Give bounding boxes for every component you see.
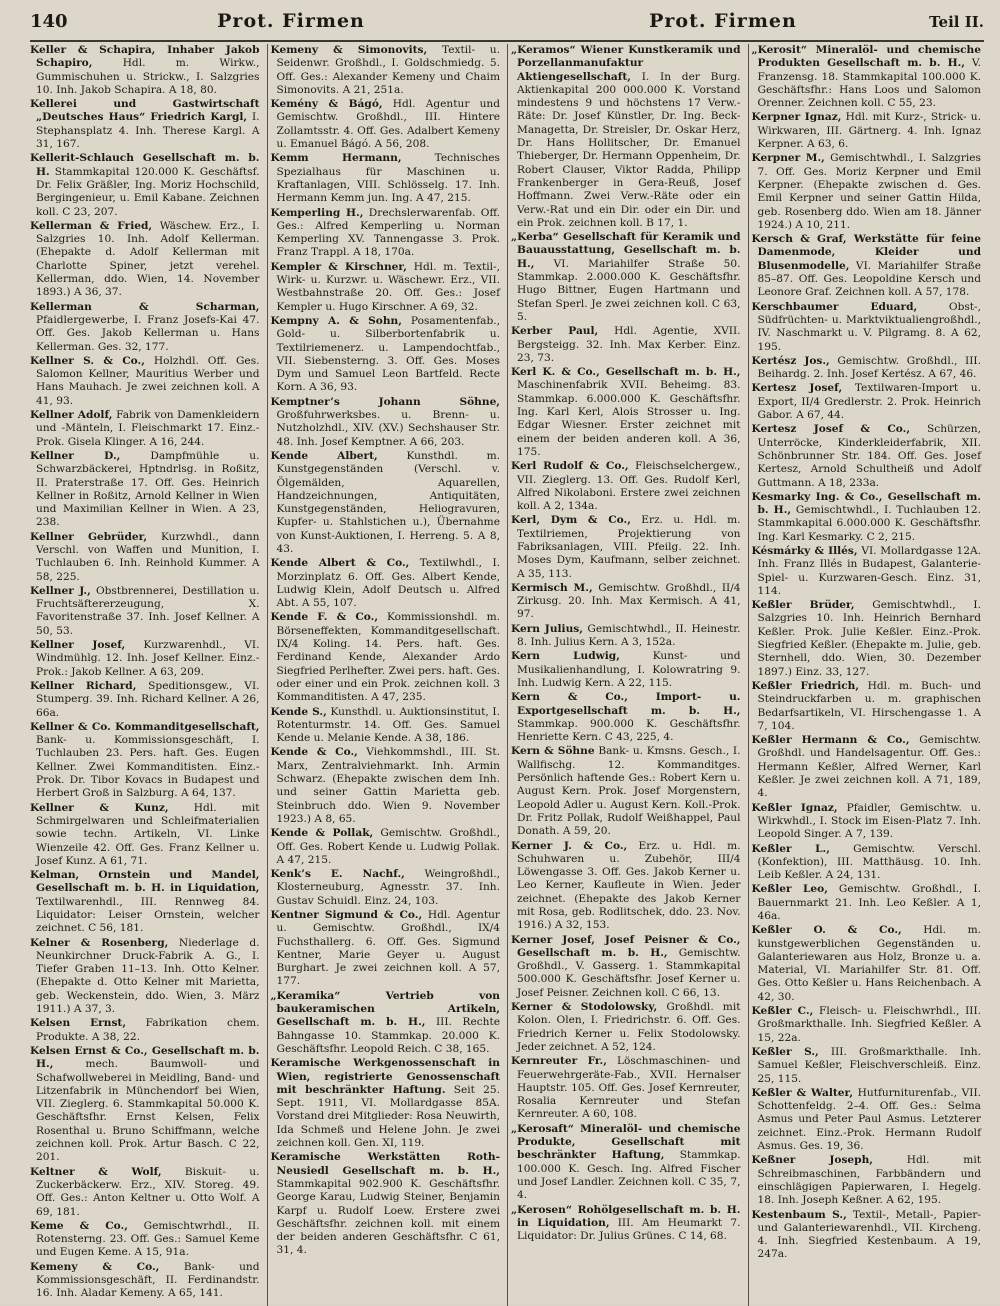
directory-entry — [752, 355, 982, 382]
firm-details: I. Stephansplatz 4. Inh. Therese Kargl. A 31, 167. — [36, 111, 260, 151]
directory-entry — [752, 1087, 982, 1153]
directory-entry — [271, 315, 501, 395]
firm-name: Kertesz Josef, — [751, 382, 843, 395]
firm-details: Textilwhdl., I. Morzinplatz 6. Off. Ges. Albert Kende, Ludwig Klein, Adolf Deutsch u. Alfred Abt. A 55, 107. — [276, 557, 500, 610]
firm-name: Kern Ludwig, — [511, 650, 620, 663]
firm-name: Kende & Pollak, — [270, 827, 374, 840]
directory-entry — [30, 639, 260, 679]
firm-details: Bank- u. Kmsns. Gesch., I. Wallfischg. 12. Kommanditges. Persönlich haftende Ges.: Robert Kern u. August Kern. Prok. Josef Morgenstern, Leopold Adler u. August Kern. Koll.-Prok. Dr. Fritz Pollak, Rudolf Weißhappel, Paul Donath. A 59, 20. — [517, 745, 741, 838]
directory-entry — [511, 231, 741, 324]
firm-details: Hdl. Agentie, XVII. Bergsteigg. 32. Inh. Max Kerber. Einz. 23, 73. — [517, 325, 741, 364]
directory-entry — [511, 44, 741, 230]
column-4 — [748, 44, 985, 1306]
firm-details: Fabrik von Damenkleidern und -Mänteln, I. Fleischmarkt 17. Einz.-Prok. Gisela Klinger. A 16, 244. — [36, 409, 260, 448]
firm-name: Kerner & Stodolowsky, — [511, 1001, 658, 1014]
directory-entry — [752, 1154, 982, 1207]
firm-details: Pfaidlergewerbe, I. Franz Josefs-Kai 47. Off. Ges. Jakob Kellerman u. Hans Kellerman. Ges. 32, 177. — [36, 313, 260, 353]
firm-name: Kelman, Ornstein und Mandel, Gesellschaft m. b. H. in Liquidation, — [30, 869, 260, 895]
firm-name: Keme & Co., — [30, 1219, 128, 1232]
directory-entry — [271, 1151, 501, 1257]
firm-details: Obst-, Südfrüchten- u. Marktviktualiengroßhdl., IV. Naschmarkt u. V. Pilgramg. 8. A 62, 195. — [757, 300, 981, 353]
firm-details: Großhdl. mit Kolon. Olen, I. Friedrichstr. 6. Off. Ges. Friedrich Kerner u. Felix Stodolowsky. Jeder zeichnet. A 52, 124. — [517, 1001, 741, 1053]
column-1 — [30, 44, 263, 1306]
firm-name: Keßler S., — [751, 1045, 819, 1058]
page-header — [30, 10, 984, 42]
firm-details: Wäschew. Erz., I. Salzgries 10. Inh. Adolf Kellerman. (Ehepakte d. Adolf Kellerman mit Charlotte Spiner, jetzt verehel. Kellerman, ddo. Wien, 14. November 1893.) A 36, 37. — [36, 219, 260, 299]
firm-name: Keßler Leo, — [751, 883, 828, 896]
firm-name: Keßler Ignaz, — [751, 801, 838, 814]
firm-details: Biskuit- u. Zuckerbäckerw. Erz., XIV. Storeg. 49. Off. Ges.: Anton Keltner u. Otto Wolf. A 69, 181. — [36, 1165, 260, 1218]
directory-entry — [30, 450, 260, 530]
firm-details: VI. Mollardgasse 12A. Inh. Franz Illés in Budapest, Galanterie-Spiel- u. Kurzwaren-Gesch. Einz. 31, 114. — [757, 544, 981, 597]
firm-details: Hdl. Agentur u. Gemischtw. Großhdl., IX/4 Fuchsthallerg. 6. Off. Ges. Sigmund Kentner, Marie Geyer u. August Burghart. Je zwei zeichnen koll. A 57, 177. — [276, 909, 500, 988]
directory-entry — [511, 1055, 741, 1121]
directory-entry — [30, 680, 260, 720]
firm-name: Kemm Hermann, — [270, 152, 402, 165]
firm-details: Weingroßhdl., Klosterneuburg, Agnesstr. 37. Inh. Gustav Schuidl. Einz. 24, 103. — [276, 868, 500, 907]
firm-details: Textil-, Metall-, Papier- und Galanteriewarenhdl., VII. Kircheng. 4. Inh. Siegfried Kestenbaum. A 19, 247a. — [757, 1208, 981, 1261]
firm-name: Kerpner M., — [751, 152, 825, 165]
directory-entry — [271, 746, 501, 826]
directory-entry — [30, 98, 260, 151]
directory-entry — [752, 423, 982, 489]
directory-entry — [511, 514, 741, 580]
firm-details: Erz. u. Hdl. m. Textilriemen, Projektierung von Fabriksanlagen, VIII. Pfeilg. 22. Inh. Moses Dym, Kaufmann, selber zeichnet. A 35, 113. — [517, 514, 741, 580]
running-title-left: Prot. Firmen — [217, 10, 365, 32]
firm-details: Textil- u. Seidenwr. Großhdl., I. Goldschmiedg. 5. Off. Ges.: Alexander Kemeny und Chaim Simonovits. A 21, 251a. — [276, 44, 500, 96]
firm-name: Kempny A. & Sohn, — [270, 314, 402, 327]
firm-name: Kern Julius, — [511, 622, 583, 635]
firm-details: Stammkapital 120.000 K. Geschäftsf. Dr. Felix Gräßler, Ing. Moriz Hochschild, Bergingenieur, u. Emil Kabane. Zeichnen koll. C 23, 207. — [36, 165, 260, 218]
directory-entry — [30, 301, 260, 354]
firm-name: Kerner J. & Co., — [511, 839, 628, 852]
firm-name: Kentner Sigmund & Co., — [270, 909, 423, 921]
firm-details: VI. Mariahilfer Straße 50. Stammkap. 2.000.000 K. Geschäftsfhr. Hugo Bittner, Eugen Hartmann und Stefan Sperl. Je zwei zeichnen koll. C 63, 5. — [517, 257, 741, 323]
firm-details: Gemischtw. Großhdl., III. Beihardg. 2. Inh. Josef Kertész. A 67, 46. — [757, 354, 981, 381]
firm-name: Kernreuter Fr., — [511, 1055, 607, 1068]
directory-entry — [511, 691, 741, 744]
firm-name: Kermisch M., — [511, 581, 593, 594]
firm-name: Kelner & Rosenberg, — [30, 936, 169, 949]
firm-details: Schürzen, Unterröcke, Kinderkleiderfabrik, XII. Schönbrunner Str. 184. Off. Ges. Josef Kertesz, Arnold Schultheiß und Adolf Guttmann. A 18, 233a. — [757, 423, 981, 489]
firm-name: Kerschbaumer Eduard, — [751, 300, 918, 313]
firm-name: Kellerei und Gastwirtschaft „Deutsches Haus“ Friedrich Kargl, — [30, 98, 260, 124]
firm-name: Kerl, Dym & Co., — [511, 514, 631, 527]
firm-details: Erz. u. Hdl. m. Schuhwaren u. Zubehör, III/4 Löwengasse 3. Off. Ges. Jakob Kerner u. Leo Kerner, Kaufleute in Wien. Jeder zeichnet. (Ehepakte des Jakob Kerner mit Rosa, geb. Rodlitschek, ddo. 23. Nov. 1916.) A 32, 153. — [517, 839, 741, 932]
firm-name: Kerner Josef, Josef Peisner & Co., Gesellschaft m. b. H., — [511, 933, 741, 959]
firm-details: Fabrikation chem. Produkte. A 38, 22. — [36, 1017, 260, 1043]
firm-details: mech. Baumwoll- und Schafwollweberei in Meidling, Band- und Litzenfabrik in Münchendorf bei Wien, VII. Zieglerg. 6. Stammkapital 50.000 K. Geschäftsfhr. Ernst Kelsen, Felix Rosenthal u. Bruno Schiffmann, welche zeichnen koll. Prok. Artur Basch. C 22, 201. — [36, 1058, 260, 1164]
firm-details: Dampfmühle u. Schwarzbäckerei, Hptndrlsg. in Roßitz, II. Praterstraße 17. Off. Ges. Heinrich Kellner in Roßitz, Arnold Kellner in Wien und Maximilian Kellner in Wien. A 23, 238. — [36, 449, 260, 529]
firm-details: Kurzwhdl., dann Verschl. von Waffen und Munition, I. Tuchlauben 6. Inh. Reinhold Kummer. A 58, 225. — [36, 530, 260, 583]
directory-entry — [752, 491, 982, 544]
firm-name: Keller & Schapira, Inhaber Jakob Schapiro, — [30, 44, 260, 70]
firm-details: Bank- u. Kommissionsgeschäft, I. Tuchlauben 23. Pers. haft. Ges. Eugen Kellner. Zwei Kommanditisten. Einz.-Prok. Dr. Tibor Kovacs in Budapest und Herbert Groß in Salzburg. A 64, 137. — [36, 734, 260, 800]
firm-name: Kerl Rudolf & Co., — [511, 460, 629, 473]
directory-entry — [271, 261, 501, 314]
directory-entry — [30, 721, 260, 801]
firm-details: Löschmaschinen- und Feuerwehrgeräte-Fab., XVII. Hernalser Hauptstr. 105. Off. Ges. Josef Kernreuter, Rosalia Kernreuter und Stefan Kernreuter. A 60, 108. — [517, 1055, 741, 1121]
firm-name: Keßler & Walter, — [751, 1086, 854, 1099]
firm-details: III. Großmarkthalle. Inh. Samuel Keßler, Fleischverschleiß. Einz. 25, 115. — [757, 1045, 981, 1085]
firm-details: Obstbrennerei, Destillation u. Fruchtsäftererzeugung, X. Favoritenstraße 37. Inh. Josef Kellner. A 50, 53. — [36, 584, 260, 637]
firm-details: Hdl. m. Wirkw., Gummischuhen u. Strickw., I. Salzgries 10. Inh. Jakob Schapira. A 18, 80. — [36, 57, 260, 96]
firm-name: Kersch & Graf, Werkstätte für feine Damenmode, Kleider und Blusenmodelle, — [751, 233, 981, 272]
firm-details: Gemischtw. Großhdl. und Handelsagentur. Off. Ges.: Hermann Keßler, Alfred Werner, Karl Keßler. Je zwei zeichnen koll. A 71, 189, 4. — [757, 734, 982, 800]
firm-name: Kempler & Kirschner, — [270, 260, 407, 273]
firm-name: Keltner & Wolf, — [30, 1165, 162, 1178]
firm-name: Kellerman & Fried, — [30, 219, 153, 232]
firm-details: Kunsthdl. m. Kunstgegenständen (Verschl. v. Ölgemälden, Aquarellen, Handzeichnungen, Antiquitäten, Kunstgegenständen, Heliogravuren, Kupfer- u. Stahlstichen u.), Übernahme von Kunst-Auktionen, I. Herreng. 5. A 8, 43. — [276, 449, 500, 555]
firm-details: Posamentenfab., Gold- u. Silberbortenfabrik u. Textilriemenerz. u. Lampendochtfab., VII. Siebensterng. 3. Off. Ges. Moses Dym und Samuel Leon Bartfeld. Recte Korn. A 36, 93. — [276, 314, 500, 394]
firm-name: Keßler C., — [751, 1005, 814, 1018]
firm-details: III. Am Heumarkt 7. Liquidator: Dr. Julius Grünes. C 14, 68. — [517, 1216, 741, 1243]
firm-name: Kellerit-Schlauch Gesellschaft m. b. H. — [30, 152, 260, 178]
firm-details: Gemischtwhdl., II. Heinestr. 8. Inh. Julius Kern. A 3, 152a. — [517, 622, 741, 649]
directory-entry — [271, 990, 501, 1056]
directory-entry — [752, 843, 982, 883]
firm-name: Kerber Paul, — [511, 325, 599, 338]
directory-entry — [752, 111, 982, 151]
directory-entry — [271, 909, 501, 989]
directory-entry — [511, 460, 741, 513]
directory-entry — [30, 409, 260, 449]
firm-name: Kende S., — [270, 705, 327, 718]
firm-details: Bank- und Kommissionsgeschäft, II. Ferdinandstr. 16. Inh. Aladar Kemeny. A 65, 141. — [36, 1260, 260, 1300]
directory-entry — [752, 883, 982, 923]
firm-details: Niederlage d. Neunkirchner Druck-Fabrik A. G., I. Tiefer Graben 11–13. Inh. Otto Kelner. (Ehepakte d. Otto Kelner mit Marietta, geb. Weckenstein, ddo. Wien, 3. März 1911.) A 37, 3. — [36, 936, 260, 1016]
firm-name: „Kerosaft“ Mineralöl- und chemische Produkte, Gesellschaft mit beschränkter Haftung, — [511, 1122, 741, 1162]
directory-entry — [752, 44, 982, 110]
directory-entry — [511, 934, 741, 1000]
firm-details: Hutfurniturenfab., VII. Schottenfeldg. 2–4. Off. Ges.: Selma Asmus und Peter Paul Asmus. Letzterer zeichnet. Einz.-Prok. Hermann Rudolf Asmus. Ges. 19, 36. — [757, 1086, 981, 1153]
firm-details: Stammkap. 100.000 K. Gesch. Ing. Alfred Fischer und Josef Landler. Zeichnen koll. C 35, 7, 4. — [517, 1149, 741, 1202]
directory-entry — [511, 623, 741, 650]
firm-name: Keßler Brüder, — [751, 599, 855, 612]
firm-details: Kommissionshdl. m. Börseneffekten, Kommanditgesellschaft. IX/4 Koling. 14. Pers. haft. Ges. Ferdinand Kende, Alexander Ardo Siegfried Perlhefter. Zwei pers. haft. Ges. oder einer und ein Prok. zeichnen koll. 3 Kommanditisten. A 47, 235. — [276, 611, 500, 704]
directory-entry — [271, 450, 501, 556]
firm-name: „Keramos“ Wiener Kunstkeramik und Porzellanmanufaktur Aktiengesellschaft, — [511, 44, 741, 83]
directory-entry — [752, 1046, 982, 1086]
firm-name: Kellner Adolf, — [30, 409, 113, 422]
firm-details: Drechslerwarenfab. Off. Ges.: Alfred Kemperling u. Norman Kemperling XV. Tannengasse 3. Prok. Franz Trappl. A 18, 170a. — [276, 206, 500, 259]
firm-details: Gemischtw. Großhdl., I. Bauernmarkt 21. Inh. Leo Keßler. A 1, 46a. — [757, 883, 981, 922]
firm-details: Hdl. mit Kurz-, Strick- u. Wirkwaren, III. Gärtnerg. 4. Inh. Ignaz Kerpner. A 63, 6. — [757, 111, 981, 151]
firm-name: Kellerman & Scharman, — [30, 300, 260, 313]
firm-details: Kurzwarenhdl., VI. Windmühlg. 12. Inh. Josef Kellner. Einz.-Prok.: Jakob Kellner. A 63, 209. — [36, 639, 260, 678]
directory-entry — [30, 152, 260, 218]
directory-entry — [511, 1001, 741, 1054]
firm-name: Kellner & Co. Kommanditgesellschaft, — [30, 720, 260, 733]
directory-entry — [752, 680, 982, 733]
running-title-right: Prot. Firmen — [649, 10, 797, 32]
firm-details: Gemischtw. Verschl. (Konfektion), III. Matthäusg. 10. Inh. Leib Keßler. A 24, 131. — [757, 842, 982, 882]
directory-entry — [752, 924, 982, 1004]
directory-entry — [271, 827, 501, 867]
directory-entry — [30, 585, 260, 638]
column-2 — [267, 44, 504, 1306]
firm-details: Pfaidler, Gemischtw. u. Wirkwhdl., I. Stock im Eisen-Platz 7. Inh. Leopold Singer. A 7, 139. — [757, 801, 981, 841]
directory-entry — [752, 152, 982, 232]
directory-entry — [30, 44, 260, 97]
firm-details: Kunst- und Musikalienhandlung, I. Kolowratring 9. Inh. Ludwig Kern. A 22, 115. — [517, 650, 741, 689]
firm-name: Keßner Joseph, — [751, 1154, 873, 1167]
firm-details: Kunsthdl. u. Auktionsinstitut, I. Rotenturmstr. 14. Off. Ges. Samuel Kende u. Melanie Kende. A 38, 186. — [276, 705, 500, 745]
firm-details: Hdl. Agentur und Gemischtw. Großhdl., III. Hintere Zollamtsstr. 4. Off. Ges. Adalbert Kemeny u. Emanuel Bágó. A 56, 208. — [276, 98, 500, 151]
directory-entry — [752, 734, 982, 800]
firm-name: Késmárky & Illés, — [751, 544, 858, 557]
directory-entry — [511, 1204, 741, 1244]
firm-name: Kelsen Ernst, — [30, 1017, 127, 1030]
firm-name: Kende Albert, — [270, 449, 378, 462]
firm-name: Kemptner’s Johann Söhne, — [270, 395, 500, 408]
firm-name: Kelsen Ernst & Co., Gesellschaft m. b. H., — [30, 1044, 260, 1071]
firm-name: Kern & Söhne — [511, 745, 595, 758]
directory-entry — [271, 152, 501, 205]
directory-entry — [511, 366, 741, 459]
directory-entry — [511, 582, 741, 622]
firm-name: Keßler Friedrich, — [751, 679, 860, 692]
directory-entry — [30, 1017, 260, 1044]
firm-name: Kerpner Ignaz, — [751, 111, 842, 124]
directory-entry — [30, 355, 260, 408]
firm-name: Kerl K. & Co., Gesellschaft m. b. H., — [511, 366, 741, 379]
firm-details: Hdl. m. kunstgewerblichen Gegenständen u. Galanteriewaren aus Holz, Bronze u. a. Material, VI. Mariahilfer Str. 81. Off. Ges. Otto Keßler u. Hans Reichenbach. A 42, 30. — [757, 924, 981, 1003]
directory-entry — [271, 396, 501, 449]
firm-details: Hdl. m. Textil-, Wirk- u. Kurzwr. u. Wäschewr. Erz., VII. Westbahnstraße 20. Off. Ges.: Josef Kempler u. Hugo Kirschner. A 69, 32. — [276, 260, 501, 313]
firm-name: „Kerosen“ Rohölgesellschaft m. b. H. in Liquidation, — [511, 1203, 741, 1229]
firm-details: Speditionsgew., VI. Stumperg. 39. Inh. Richard Kellner. A 26, 66a. — [36, 679, 260, 719]
directory-entry — [30, 220, 260, 300]
firm-name: Kern & Co., Import- u. Exportgesellschaft m. b. H., — [511, 691, 741, 717]
part-label: Teil II. — [929, 13, 984, 31]
firm-name: Kemény & Bágó, — [270, 98, 383, 111]
columns — [30, 44, 984, 1306]
firm-name: „Kerba“ Gesellschaft für Keramik und Bauausstattung, Gesellschaft m. b. H., — [511, 231, 741, 270]
firm-details: Fleischselchergew., VII. Zieglerg. 13. Off. Ges. Rudolf Kerl, Alfred Nikolaboni. Erstere zwei zeichnen koll. A 2, 134a. — [517, 460, 741, 513]
directory-entry — [752, 233, 982, 299]
directory-entry — [271, 1057, 501, 1150]
firm-name: Kemperling H., — [270, 206, 364, 219]
firm-name: Kestenbaum S., — [751, 1208, 847, 1221]
firm-details: Großfuhrwerksbes. u. Brenn- u. Nutzholzhdl., XIV. (XV.) Sechshauser Str. 48. Inh. Josef Kemptner. A 66, 203. — [276, 409, 500, 448]
firm-details: I. In der Burg. Aktienkapital 200 000.000 K. Vorstand mindestens 9 und höchstens 17 Verw.-Räte: Dr. Josef Künstler, Dr. Ing. Beck-Managetta, Dr. Streisler, Dr. Oskar Herz, Dr. Hans Hollitscher, Dr. Emanuel Thieberger, Dr. Hermann Oppenheim, Dr. Robert Clauser, Viktor Radda, Philipp Frankenberger in Gera-Reuß, Josef Hoffmann. Zwei Verw.-Räte oder ein Verw.-Rat und ein Dir. oder ein Dir. und ein Prok. zeichnen koll. B 17, 1. — [517, 70, 741, 229]
firm-name: Kemeny & Simonovits, — [270, 44, 428, 56]
column-3 — [507, 44, 744, 1306]
firm-name: Keramische Werkgenossenschaft in Wien, registrierte Genossenschaft mit beschränkter Haftung. — [270, 1057, 500, 1096]
directory-entry — [30, 1045, 260, 1165]
firm-details: Stammkap. 900.000 K. Geschäftsfhr. Henriette Kern. C 43, 225, 4. — [517, 717, 741, 744]
directory-entry — [752, 1005, 982, 1045]
directory-entry — [511, 745, 741, 838]
directory-entry — [752, 599, 982, 679]
directory-entry — [511, 650, 741, 690]
directory-entry — [30, 869, 260, 935]
directory-entry — [511, 1123, 741, 1203]
firm-details: Fleisch- u. Fleischwrhdl., III. Großmarkthalle. Inh. Siegfried Keßler. A 15, 22a. — [757, 1005, 981, 1044]
firm-details: Gemischtw. Großhdl., Off. Ges. Robert Kende u. Ludwig Pollak. A 47, 215. — [276, 827, 500, 866]
firm-name: Keßler L., — [751, 842, 830, 855]
firm-name: Kende F. & Co., — [270, 611, 379, 624]
firm-name: Kesmarky Ing. & Co., Gesellschaft m. b. H., — [751, 490, 981, 517]
firm-details: Holzhdl. Off. Ges. Salomon Kellner, Mauritius Werber und Hans Mauhach. Je zwei zeichnen koll. A 41, 93. — [36, 354, 260, 407]
directory-entry — [271, 557, 501, 610]
firm-details: Gemischtw. Großhdl., V. Gasserg. 1. Stammkapital 500.000 K. Geschäftsfhr. Josef Kerner u. Josef Peisner. Zeichnen koll. C 66, 13. — [517, 946, 741, 999]
directory-entry — [752, 545, 982, 598]
firm-name: Kemeny & Co., — [30, 1260, 160, 1273]
firm-name: Kertész Jos., — [751, 354, 830, 367]
firm-details: Viehkommshdl., III. St. Marx, Zentralviehmarkt. Inh. Armin Schwarz. (Ehepakte zwischen dem Inh. und seiner Gattin Marietta geb. Steinbruch ddo. Wien 9. November 1923.) A 8, 65. — [276, 746, 500, 825]
firm-details: Gemischtwrhdl., II. Rotensterng. 23. Off. Ges.: Samuel Keme und Eugen Keme. A 15, 91a. — [36, 1219, 260, 1259]
firm-name: „Kerosit“ Mineralöl- und chemische Produkten Gesellschaft m. b. H., — [751, 44, 981, 70]
firm-details: Hdl. m. Buch- und Steindruckfarben u. m. graphischen Bedarfsartikeln, VI. Hirschengasse 1. A 7, 104. — [757, 679, 981, 732]
firm-details: Hdl. mit Schreibmaschinen, Farbbändern und einschlägigen Papierwaren, I. Hegelg. 18. Inh. Joseph Keßner. A 62, 195. — [757, 1154, 981, 1207]
firm-details: Gemischtwhdl., I. Salzgries 7. Off. Ges. Moriz Kerpner und Emil Kerpner. (Ehepakte zwischen d. Ges. Emil Kerpner und seiner Gattin Hilda, geb. Rosenberg ddo. Wien am 18. Jänner 1924.) A 10, 211. — [757, 152, 981, 231]
firm-details: Gemischtw. Großhdl., II/4 Zirkusg. 20. Inh. Max Kermisch. A 41, 97. — [517, 581, 741, 621]
firm-details: Textilwaren-Import u. Export, II/4 Gredlerstr. 2. Prok. Heinrich Gabor. A 67, 44. — [757, 382, 981, 422]
firm-details: VI. Mariahilfer Straße 85–87. Off. Ges. Leopoldine Kersch und Leonore Graf. Zeichnen koll. A 57, 178. — [757, 259, 981, 299]
firm-name: „Keramika“ Vertrieb von baukeramischen Artikeln, Gesellschaft m. b. H., — [270, 989, 500, 1029]
directory-entry — [752, 802, 982, 842]
directory-entry — [30, 937, 260, 1017]
firm-details: Stammkapital 902.900 K. Geschäftsfhr. George Karau, Ludwig Steiner, Benjamin Karpf u. Rudolf Loew. Erstere zwei Geschäftsfhr. zeichnen koll. mit einem der beiden anderen Geschäftsfhr. C 61, 31, 4. — [276, 1177, 500, 1257]
firm-name: Kellner & Kunz, — [30, 801, 169, 814]
directory-entry — [271, 207, 501, 260]
firm-name: Kellner Gebrüder, — [30, 530, 148, 543]
firm-name: Kellner J., — [30, 584, 91, 597]
firm-name: Kellner D., — [30, 449, 121, 462]
firm-details: V. Franzensg. 18. Stammkapital 100.000 K. Geschäftsfhr.: Hans Loos und Salomon Orenner. Zeichnen koll. C 55, 23. — [757, 57, 981, 110]
page-number: 140 — [30, 11, 68, 32]
directory-entry — [30, 802, 260, 868]
directory-entry — [752, 1209, 982, 1262]
firm-name: Kertesz Josef & Co., — [751, 423, 911, 436]
directory-entry — [30, 531, 260, 584]
directory-entry — [511, 325, 741, 365]
directory-entry — [752, 382, 982, 422]
firm-details: Hdl. mit Schmirgelwaren und Schleifmaterialien sowie techn. Artikeln, VI. Linke Wienzeile 42. Off. Ges. Franz Kellner u. Josef Kunz. A 61, 71. — [36, 801, 260, 867]
firm-name: Keßler O. & Co., — [751, 924, 902, 937]
directory-entry — [271, 44, 501, 97]
firm-name: Keßler Hermann & Co., — [751, 734, 910, 747]
firm-name: Keramische Werkstätten Roth-Neusiedl Gesellschaft m. b. H., — [270, 1151, 500, 1177]
firm-name: Kellner Josef, — [30, 639, 126, 652]
directory-entry — [271, 868, 501, 908]
firm-details: Technisches Spezialhaus für Maschinen u. Kraftanlagen, VIII. Schlösselg. 17. Inh. Hermann Kemm jun. Ing. A 47, 215. — [276, 152, 500, 205]
firm-details: III. Rechte Bahngasse 10. Stammkap. 20.000 K. Geschäftsfhr. Leopold Reich. C 38, 165. — [276, 1016, 500, 1055]
firm-details: Maschinenfabrik XVII. Beheimg. 83. Stammkap. 6.000.000 K. Geschäftsfhr. Ing. Karl Kerl, Alois Strosser u. Ing. Edgar Wiesner. Erster zeichnet mit einem der beiden anderen koll. A 36, 175. — [517, 379, 741, 458]
firm-name: Kende & Co., — [270, 746, 358, 759]
firm-name: Kellner S. & Co., — [30, 354, 145, 367]
directory-entry — [271, 706, 501, 746]
directory-entry — [271, 611, 501, 704]
directory-entry — [30, 1166, 260, 1219]
directory-entry — [271, 98, 501, 151]
firm-name: Kende Albert & Co., — [270, 557, 410, 570]
directory-entry — [30, 1261, 260, 1301]
firm-details: Gemischtwhdl., I. Salzgries 10. Inh. Heinrich Bernhard Keßler. Prok. Julie Keßler. Einz.-Prok. Siegfried Keßler. (Ehepakte m. Julie, geb. Sternhell, ddo. Wien, 30. Dezember 1897.) Einz. 33, 127. — [757, 599, 981, 678]
firm-details: Gemischtwhdl., I. Tuchlauben 12. Stammkapital 6.000.000 K. Geschäftsfhr. Ing. Karl Kesmarky. C 2, 215. — [757, 504, 981, 543]
firm-name: Kellner Richard, — [30, 679, 137, 692]
directory-entry — [511, 840, 741, 933]
firm-details: Textilwarenhdl., III. Rennweg 84. Liquidator: Leiser Ornstein, welcher zeichnet. C 56, 181. — [36, 895, 260, 935]
directory-entry — [30, 1220, 260, 1260]
firm-details: Seit 25. Sept. 1911, VI. Mollardgasse 85A. Vorstand drei Mitglieder: Rosa Neuwirth, Ida Schmeß und Helene John. Je zwei zeichnen koll. Gen. XI, 119. — [276, 1083, 500, 1150]
directory-entry — [752, 301, 982, 354]
firm-name: Kenk’s E. Nachf., — [270, 868, 405, 881]
